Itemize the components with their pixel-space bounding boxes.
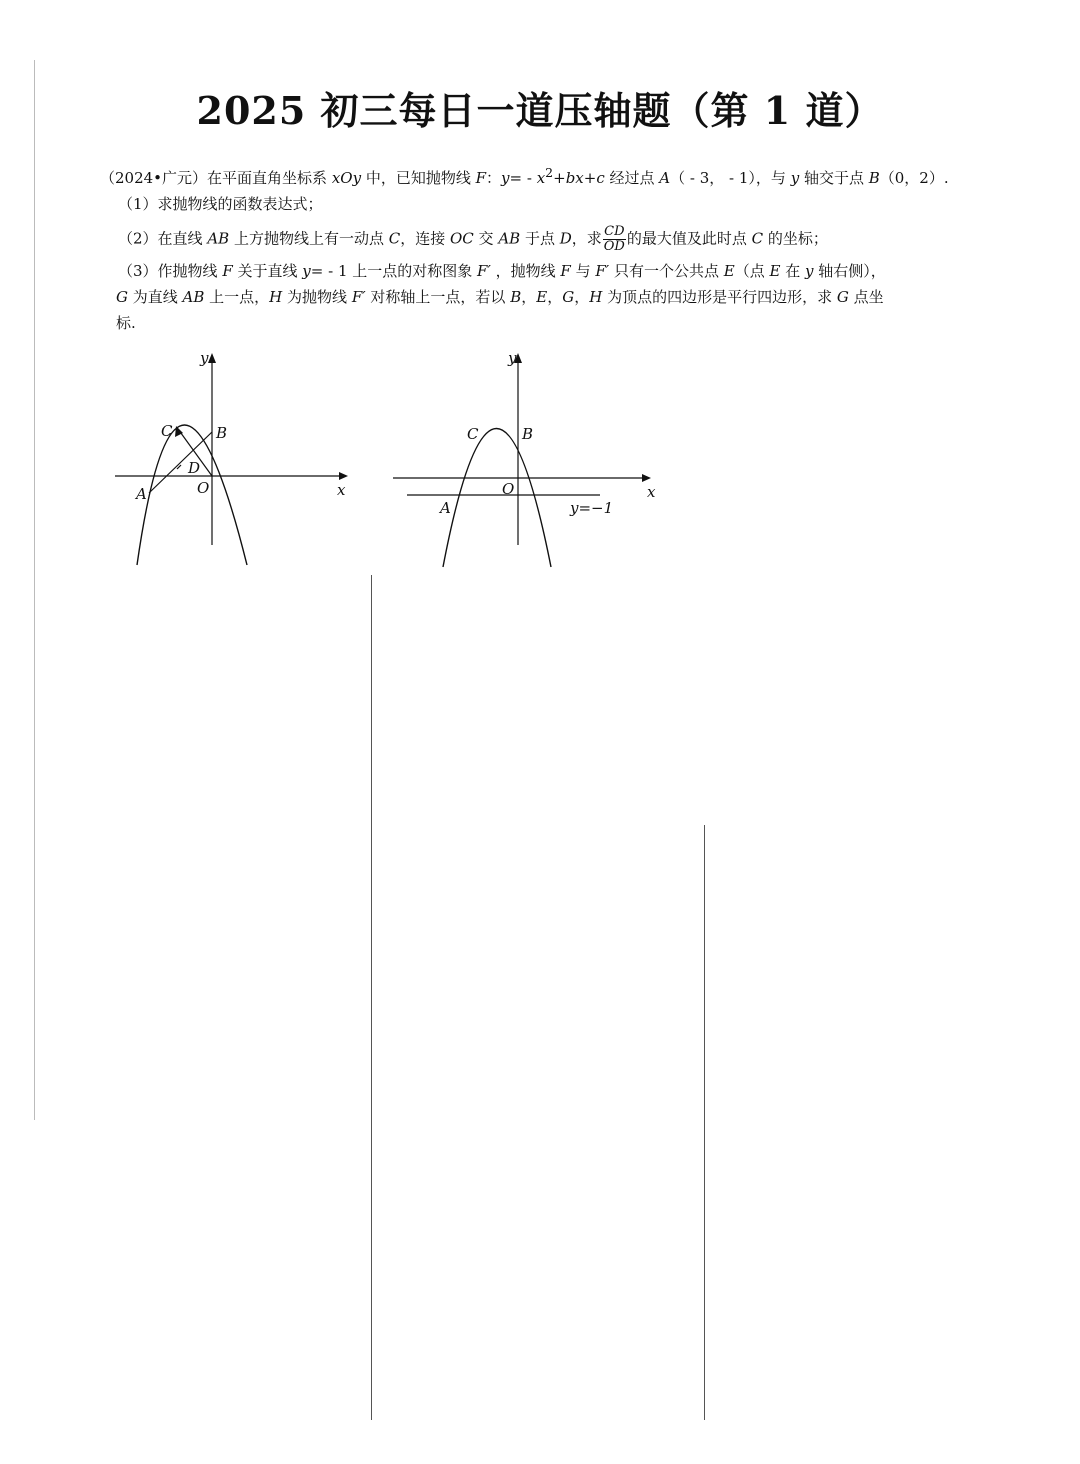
oc-arrow [175,426,183,437]
question-3-cont: G 为直线 AB 上一点，H 为抛物线 F′ 对称轴上一点，若以 B，E，G，H 为顶点的四边形是平行四边形，求 G 点坐 [116,288,884,306]
question-3-end: 标. [116,314,136,332]
label-y: y [508,349,517,367]
question-1: （1）求抛物线的函数表达式； [118,195,323,213]
figure-2 [385,345,675,575]
label-a: A [136,485,147,503]
parabola-curve [443,429,551,568]
label-y: y [200,349,209,367]
scan-line-middle [371,575,372,1420]
scan-line-right [704,825,705,1420]
x-axis-arrow [642,474,651,482]
y-axis-arrow [208,353,216,363]
question-3: （3）作抛物线 F 关于直线 y= - 1 上一点的对称图象 F′ ，抛物线 F 与 F′ 只有一个公共点 E（点 E 在 y 轴右侧）， [118,262,886,280]
question-2: （2）在直线 AB 上方抛物线上有一动点 C，连接 OC 交 AB 于点 D，求 $\frac{CD}{OD}$ 的最大值及此时点 C 的坐标； [118,224,828,254]
label-o: O [502,480,515,498]
label-c: C [467,425,479,443]
label-x: x [647,483,656,501]
page-title: 2025 初三每日一道压轴题（第 1 道） [196,88,884,133]
parabola-curve [137,425,247,565]
problem-stem: （2024•广元）在平面直角坐标系 xOy 中，已知抛物线 F：$y= - x^2+bx+c$ 经过点 A（ - 3， - 1），与 y 轴交于点 B（0，2）. [100,165,949,187]
label-d: D [188,459,201,477]
label-x: x [337,481,346,499]
scan-line-left [34,60,35,1120]
label-a: A [440,499,451,517]
label-b: B [522,425,534,443]
label-line: y=−1 [570,499,614,517]
problem-body [100,160,1040,336]
figure-1 [105,345,365,575]
label-o: O [197,479,210,497]
ratio-fraction: $\frac{CD}{OD}$ [603,224,625,254]
x-axis-arrow [339,472,348,480]
label-b: B [216,424,228,442]
label-c: C [161,422,173,440]
